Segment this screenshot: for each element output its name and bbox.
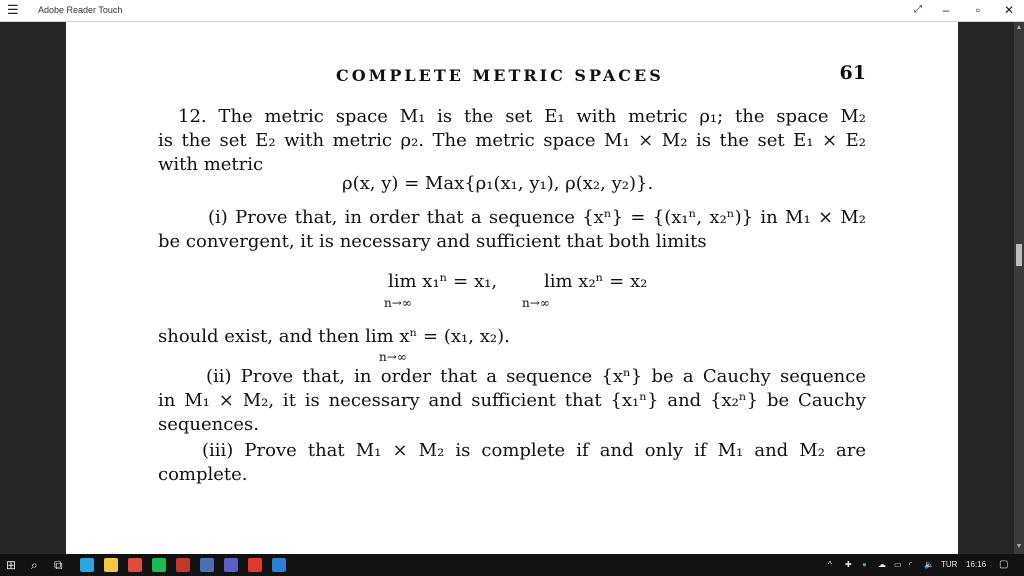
restore-button[interactable]: ▫ (975, 3, 981, 17)
text-line: sequences. (158, 414, 259, 435)
text-line: (iii) Prove that M₁ × M₂ is complete if and only if M₁ and M₂ are (202, 440, 866, 461)
scrollbar-thumb[interactable] (1016, 244, 1022, 266)
windows-start-icon[interactable]: ⊞ (6, 558, 17, 572)
page-header: COMPLETE METRIC SPACES (336, 66, 664, 85)
teams-icon[interactable] (224, 558, 238, 572)
clock[interactable]: 16:16 (966, 560, 987, 569)
metric-equation: ρ(x, y) = Max{ρ₁(x₁, y₁), ρ(x₂, y₂)}. (342, 173, 654, 194)
notification-icon[interactable]: ▢ (999, 559, 1009, 570)
task-view-icon[interactable]: ⧉ (54, 558, 63, 572)
part-iii-text (158, 439, 866, 487)
defender-icon[interactable]: ● (862, 560, 867, 569)
hamburger-icon[interactable]: ☰ (7, 2, 19, 17)
part-ii-text (158, 365, 866, 437)
text-line: with metric (158, 154, 264, 175)
expand-icon[interactable]: ⤢ (914, 4, 922, 15)
limit-equation-1: lim x₁ⁿ = x₁, (388, 271, 498, 292)
media-app-icon[interactable] (176, 558, 190, 572)
file-explorer-icon[interactable] (104, 558, 118, 572)
text-line: be convergent, it is necessary and sufficient that both limits (158, 231, 707, 252)
tray-chevron-icon[interactable]: ^ (828, 560, 832, 569)
spotify-icon[interactable] (152, 558, 166, 572)
limit-subscript-1: n→∞ (384, 296, 412, 310)
text-line: complete. (158, 464, 248, 485)
photos-icon[interactable] (272, 558, 286, 572)
document-viewport[interactable] (0, 22, 1024, 554)
text-line: in M₁ × M₂, it is necessary and sufficient that {x₁ⁿ} and {x₂ⁿ} be Cauchy (158, 390, 866, 411)
scroll-down-icon[interactable]: ▼ (1015, 543, 1023, 550)
title-bar (0, 0, 1024, 22)
limit-subscript-2: n→∞ (522, 296, 550, 310)
problem-12-intro (158, 105, 866, 177)
window-title: Adobe Reader Touch (38, 5, 123, 15)
close-button[interactable]: ✕ (1003, 3, 1015, 17)
text-line: 12. The metric space M₁ is the set E₁ with metric ρ₁; the space M₂ (178, 106, 866, 127)
vertical-scrollbar[interactable] (1014, 22, 1024, 554)
text-line: (i) Prove that, in order that a sequence {xⁿ} = {(x₁ⁿ, x₂ⁿ)} in M₁ × M₂ (208, 207, 866, 228)
adobe-reader-icon[interactable] (248, 558, 262, 572)
part-i-text (158, 206, 866, 254)
chrome-icon[interactable] (128, 558, 142, 572)
text-line: is the set E₂ with metric ρ₂. The metric space M₁ × M₂ is the set E₁ × E₂ (158, 130, 866, 151)
document-page (66, 22, 958, 554)
text-line: (ii) Prove that, in order that a sequence {xⁿ} be a Cauchy sequence (206, 366, 866, 387)
volume-icon[interactable]: 🔈 (924, 560, 934, 569)
network-status-icon[interactable]: ✚ (845, 560, 852, 569)
limit-conclusion: should exist, and then lim xⁿ = (x₁, x₂). (158, 326, 510, 347)
store-icon[interactable] (200, 558, 214, 572)
scroll-up-icon[interactable]: ▲ (1015, 24, 1023, 31)
taskbar (0, 554, 1024, 576)
wifi-icon[interactable]: ◜ (909, 560, 913, 569)
telegram-icon[interactable] (80, 558, 94, 572)
language-indicator[interactable]: TUR (941, 560, 958, 569)
limit-equation-2: lim x₂ⁿ = x₂ (544, 271, 648, 292)
onedrive-icon[interactable]: ☁ (878, 560, 886, 569)
limit-conclusion-subscript: n→∞ (379, 350, 407, 364)
search-icon[interactable]: ⌕ (31, 558, 38, 572)
battery-icon[interactable]: ▭ (894, 560, 902, 569)
minimize-button[interactable]: – (942, 3, 950, 17)
page-number: 61 (839, 62, 866, 84)
